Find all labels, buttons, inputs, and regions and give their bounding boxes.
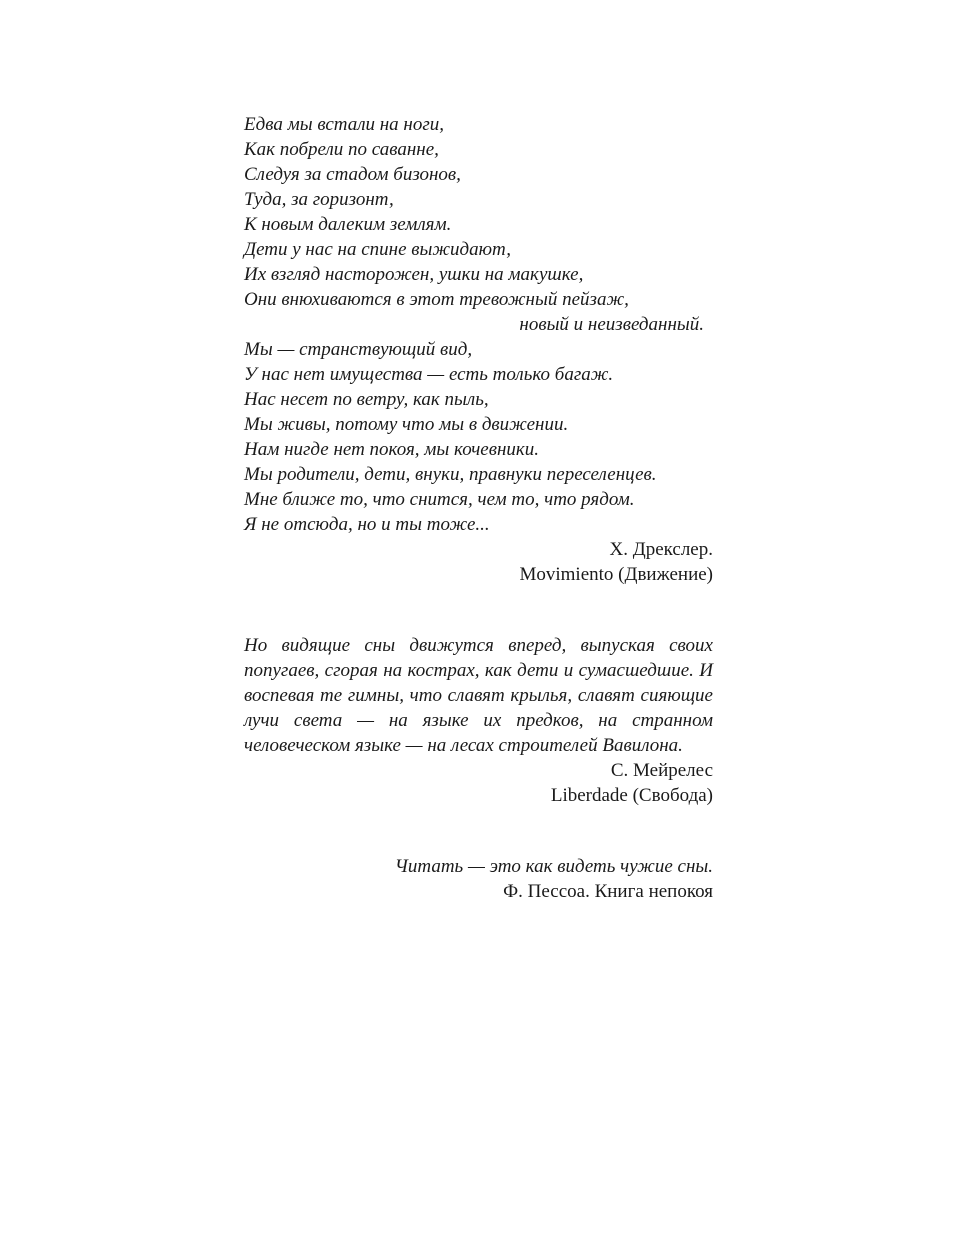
verse-line: Следуя за стадом бизонов, [244, 164, 461, 185]
poem-verse [244, 112, 713, 537]
verse-line: У нас нет имущества — есть только багаж. [244, 364, 614, 385]
prose-quote: Но видящие сны движутся вперед, выпуская своих попугаев, сгорая на кострах, как дети и сумасшедшие. И воспевая те гимны, что славят крылья, славят сияющие лучи света — на языке их предков, на странном человеческом языке — на лесах строителей Вавилона. [244, 635, 713, 756]
verse-line: К новым далеким землям. [244, 214, 452, 235]
author-and-source: Ф. Пессоа. Книга непокоя [503, 881, 713, 902]
verse-line: Нам нигде нет покоя, мы кочевники. [244, 439, 540, 460]
author-name: Х. Дрекслер. [609, 539, 713, 560]
epigraph-pessoa [244, 854, 713, 904]
source-title: Liberdade (Свобода) [550, 785, 713, 806]
verse-line: Мы — странствующий вид, [244, 339, 473, 360]
attribution-meireles [244, 758, 713, 808]
verse-line: Как побрели по саванне, [244, 139, 439, 160]
verse-line-indented: новый и неизведанный. [519, 314, 704, 335]
page-content [244, 112, 713, 904]
epigraph-drexler [244, 112, 713, 587]
verse-line: Мне ближе то, что снится, чем то, что рядом. [244, 489, 635, 510]
author-name: С. Мейрелес [610, 760, 713, 781]
epigraph-meireles [244, 633, 713, 808]
verse-line: Их взгляд насторожен, ушки на макушке, [244, 264, 584, 285]
source-title: Movimiento (Движение) [519, 564, 713, 585]
verse-line: Мы родители, дети, внуки, правнуки переселенцев. [244, 464, 657, 485]
verse-line: Нас несет по ветру, как пыль, [244, 389, 489, 410]
verse-line: Они внюхиваются в этот тревожный пейзаж, [244, 289, 629, 310]
verse-line: Я не отсюда, но и ты тоже... [244, 514, 490, 535]
attribution-drexler [244, 537, 713, 587]
verse-line: Туда, за горизонт, [244, 189, 394, 210]
verse-line: Мы живы, потому что мы в движении. [244, 414, 569, 435]
verse-line: Дети у нас на спине выжидают, [244, 239, 511, 260]
verse-line: Едва мы встали на ноги, [244, 114, 445, 135]
short-quote: Читать — это как видеть чужие сны. [394, 856, 713, 877]
attribution-pessoa [244, 879, 713, 904]
